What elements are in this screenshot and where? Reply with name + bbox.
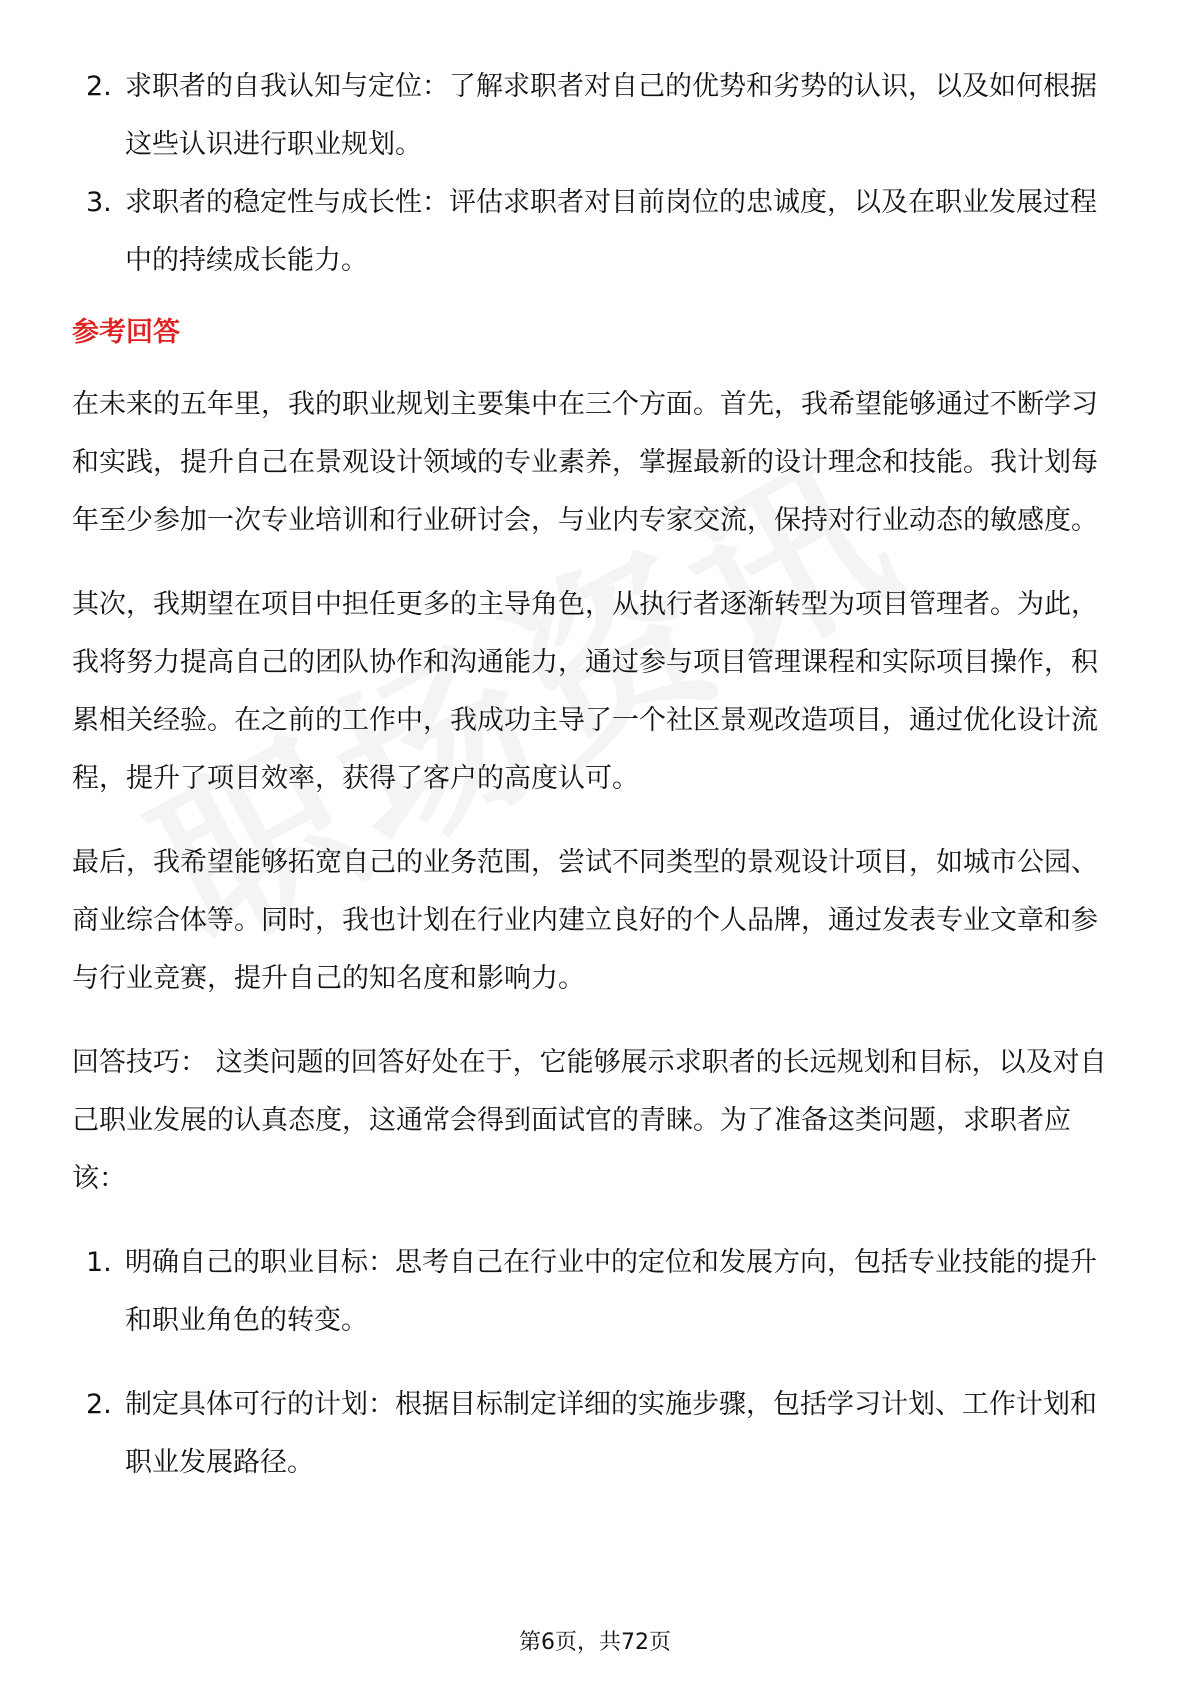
list-text: 求职者的稳定性与成长性：评估求职者对目前岗位的忠诚度，以及在职业发展过程中的持续成长能力。 xyxy=(125,187,1097,276)
page-content xyxy=(72,58,1122,1492)
list-item xyxy=(72,1234,1122,1350)
answer-heading: 参考回答 xyxy=(72,317,180,348)
list-number: 1. xyxy=(86,1247,112,1278)
list-text: 制定具体可行的计划：根据目标制定详细的实施步骤，包括学习计划、工作计划和职业发展路径。 xyxy=(125,1389,1097,1478)
list-number: 2. xyxy=(86,71,112,102)
paragraph: 最后，我希望能够拓宽自己的业务范围，尝试不同类型的景观设计项目，如城市公园、商业综合体等。同时，我也计划在行业内建立良好的个人品牌，通过发表专业文章和参与行业竞赛，提升自己的知名度和影响力。 xyxy=(72,847,1098,994)
paragraph: 其次，我期望在项目中担任更多的主导角色，从执行者逐渐转型为项目管理者。为此，我将努力提高自己的团队协作和沟通能力，通过参与项目管理课程和实际项目操作，积累相关经验。在之前的工作中，我成功主导了一个社区景观改造项目，通过优化设计流程，提升了项目效率，获得了客户的高度认可。 xyxy=(72,589,1098,794)
list-text: 明确自己的职业目标：思考自己在行业中的定位和发展方向，包括专业技能的提升和职业角色的转变。 xyxy=(125,1247,1097,1336)
list-item xyxy=(72,1376,1122,1492)
tips-paragraph: 回答技巧： 这类问题的回答好处在于，它能够展示求职者的长远规划和目标，以及对自己职业发展的认真态度，这通常会得到面试官的青睐。为了准备这类问题，求职者应该： xyxy=(72,1047,1107,1194)
criteria-list xyxy=(72,58,1122,290)
paragraph: 在未来的五年里，我的职业规划主要集中在三个方面。首先，我希望能够通过不断学习和实践，提升自己在景观设计领域的专业素养，掌握最新的设计理念和技能。我计划每年至少参加一次专业培训和行业研讨会，与业内专家交流，保持对行业动态的敏感度。 xyxy=(72,389,1098,536)
list-number: 2. xyxy=(86,1389,112,1420)
tips-list xyxy=(72,1234,1122,1492)
list-text: 求职者的自我认知与定位：了解求职者对自己的优势和劣势的认识，以及如何根据这些认识进行职业规划。 xyxy=(125,71,1097,160)
page-footer: 第6页，共72页 xyxy=(519,1630,671,1655)
list-number: 3. xyxy=(86,187,112,218)
list-item xyxy=(72,174,1122,290)
list-item xyxy=(72,58,1122,174)
